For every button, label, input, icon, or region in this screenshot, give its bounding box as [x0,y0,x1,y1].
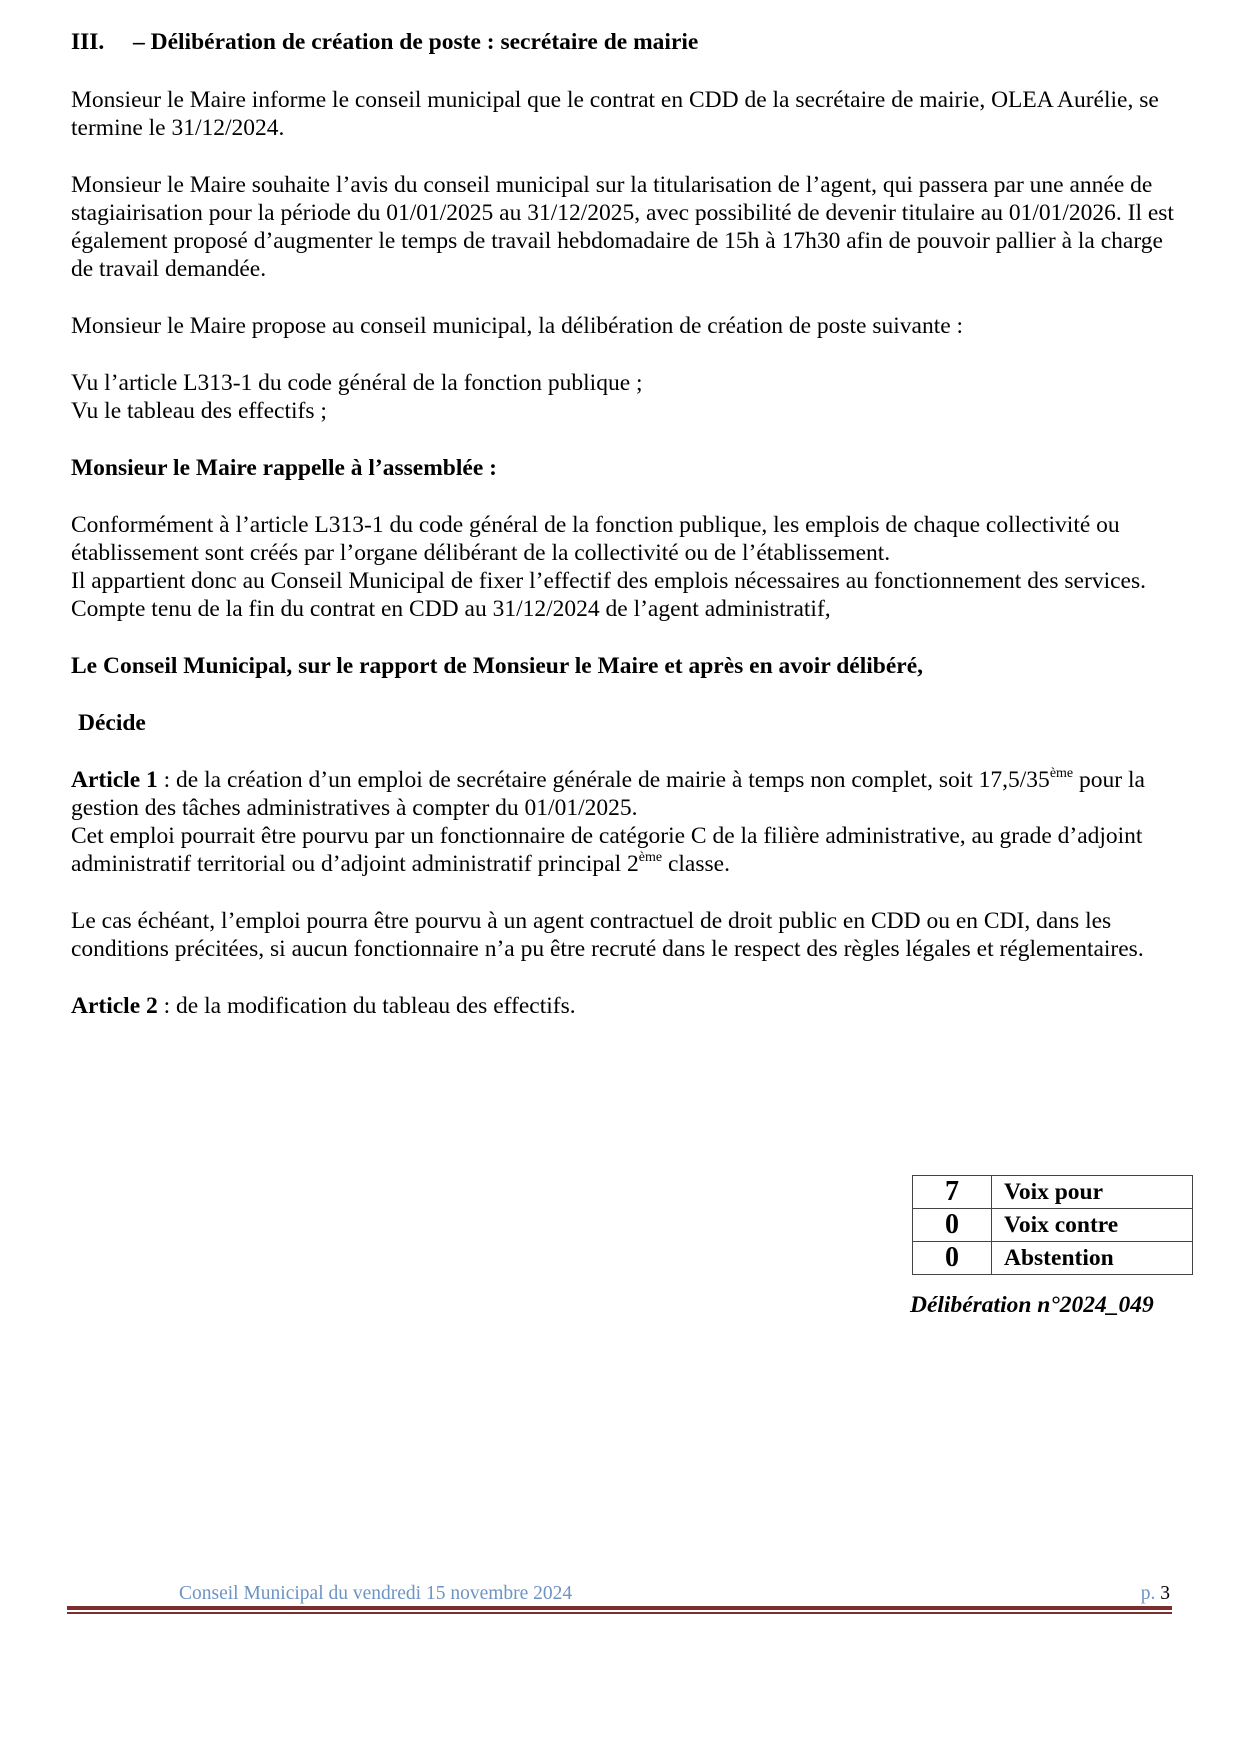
article-2-label: Article 2 [71,993,158,1019]
vote-row [913,1176,1193,1209]
article-1-grade-text-b: classe. [662,851,730,877]
article-1-sup-b: ème [638,850,663,865]
reminder-heading: Monsieur le Maire rappelle à l’assemblée : [71,455,497,481]
vote-row [913,1209,1193,1242]
legal-basis-effectifs: Vu le tableau des effectifs ; [71,398,327,424]
paragraph-titularisation: Monsieur le Maire souhaite l’avis du conseil municipal sur la titularisation de l’agent, qui passera par une année de stagiairisation pour la période du 01/01/2025 au 31/12/2025, avec possibilité de devenir titulaire au 01/01/2026. Il est également proposé d’augmenter le temps de travail hebdomadaire de 15h à 17h30 afin de pouvoir pallier à la charge de travail demandée. [71,172,1174,282]
footer-divider [67,1606,1172,1610]
section-heading [71,28,1181,56]
paragraph-appartient: Il appartient donc au Conseil Municipal de fixer l’effectif des emplois nécessaires au fonctionnement des services. [71,568,1146,594]
article-1-sup-a: ème [1049,766,1074,781]
article-1-text-b: pour la gestion des tâches administratives à compter du 01/01/2025. [71,767,1145,821]
deliberation-reference: Délibération n°2024_049 [910,1292,1154,1318]
vote-row [913,1242,1193,1275]
decide-heading: Décide [78,710,146,736]
legal-basis-article: Vu l’article L313-1 du code général de la fonction publique ; [71,370,643,396]
article-2 [71,992,1181,1020]
council-statement: Le Conseil Municipal, sur le rapport de Monsieur le Maire et après en avoir délibéré, [71,653,924,679]
vote-label: Voix contre [992,1209,1193,1242]
footer-page-prefix: p. [1140,1583,1161,1604]
vote-count: 0 [913,1209,992,1242]
footer-page-value: 3 [1160,1583,1170,1604]
article-1-label: Article 1 [71,767,158,793]
vote-label: Abstention [992,1242,1193,1275]
section-title: – Délibération de création de poste : secrétaire de mairie [133,29,699,55]
vote-count: 0 [913,1242,992,1275]
article-1 [71,766,1181,822]
vote-count: 7 [913,1176,992,1209]
article-1-text-a: : de la création d’un emploi de secrétaire générale de mairie à temps non complet, soit 17,5/35 [157,767,1050,793]
document-body [71,28,1181,1049]
article-1-grade [71,822,1181,878]
paragraph-conformement: Conformément à l’article L313-1 du code général de la fonction publique, les emplois de chaque collectivité ou établissement sont créés par l’organe délibérant de la collectivité ou de l’établissement. [71,512,1120,566]
vote-table [912,1175,1193,1275]
article-2-text: : de la modification du tableau des effectifs. [157,993,576,1019]
article-1-grade-text-a: Cet emploi pourrait être pourvu par un fonctionnaire de catégorie C de la filière administrative, au grade d’adjoint administratif territorial ou d’adjoint administratif principal 2 [71,823,1143,877]
vote-label: Voix pour [992,1176,1193,1209]
paragraph-cas-echeant: Le cas échéant, l’emploi pourra être pourvu à un agent contractuel de droit public en CDD ou en CDI, dans les conditions précitées, si aucun fonctionnaire n’a pu être recruté dans le respect des règles légales et réglementaires. [71,908,1144,962]
paragraph-compte-tenu: Compte tenu de la fin du contrat en CDD au 31/12/2024 de l’agent administratif, [71,596,831,622]
paragraph-proposal: Monsieur le Maire propose au conseil municipal, la délibération de création de poste suivante : [71,313,964,339]
footer-title: Conseil Municipal du vendredi 15 novembre 2024 [179,1583,573,1604]
footer-divider-thin [67,1612,1172,1614]
section-number: III. [71,29,105,55]
paragraph-contract-end: Monsieur le Maire informe le conseil municipal que le contrat en CDD de la secrétaire de mairie, OLEA Aurélie, se termine le 31/12/2024. [71,87,1159,141]
footer-page-number [1141,1583,1170,1605]
